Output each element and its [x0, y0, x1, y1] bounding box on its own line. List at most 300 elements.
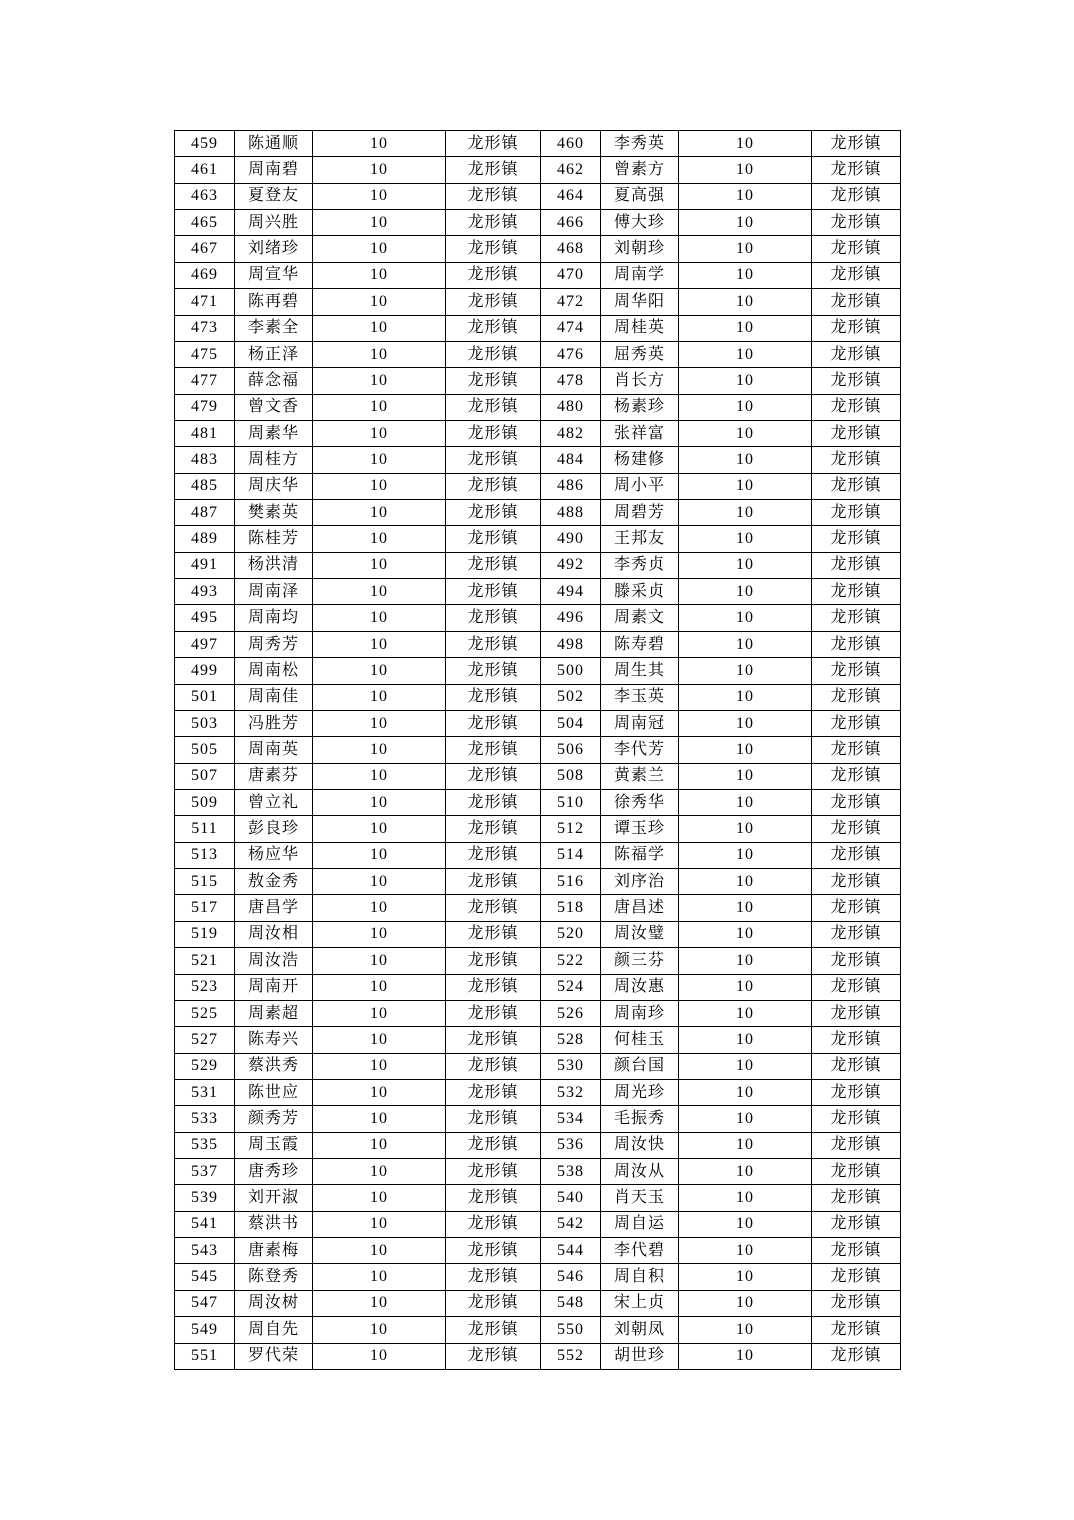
table-row	[175, 816, 901, 842]
amount-cell: 10	[679, 1264, 812, 1290]
name-cell: 周南学	[601, 262, 679, 288]
town-cell: 龙形镇	[812, 552, 901, 578]
index-cell: 539	[175, 1185, 235, 1211]
amount-cell: 10	[313, 447, 446, 473]
amount-cell: 10	[679, 210, 812, 236]
table-row	[175, 1159, 901, 1185]
index-cell: 532	[541, 1079, 601, 1105]
amount-cell: 10	[313, 183, 446, 209]
amount-cell: 10	[679, 789, 812, 815]
name-cell: 李秀贞	[601, 552, 679, 578]
amount-cell: 10	[313, 236, 446, 262]
amount-cell: 10	[313, 289, 446, 315]
name-cell: 刘朝凤	[601, 1317, 679, 1343]
index-cell: 507	[175, 763, 235, 789]
name-cell: 蔡洪书	[235, 1211, 313, 1237]
amount-cell: 10	[313, 789, 446, 815]
name-cell: 黄素兰	[601, 763, 679, 789]
name-cell: 周秀芳	[235, 631, 313, 657]
town-cell: 龙形镇	[446, 1238, 541, 1264]
amount-cell: 10	[679, 605, 812, 631]
index-cell: 536	[541, 1132, 601, 1158]
name-cell: 蔡洪秀	[235, 1053, 313, 1079]
town-cell: 龙形镇	[446, 447, 541, 473]
name-cell: 陈桂芳	[235, 526, 313, 552]
amount-cell: 10	[679, 368, 812, 394]
table-row	[175, 1132, 901, 1158]
town-cell: 龙形镇	[812, 262, 901, 288]
name-cell: 周桂方	[235, 447, 313, 473]
name-cell: 周南珍	[601, 1000, 679, 1026]
index-cell: 475	[175, 341, 235, 367]
name-cell: 陈世应	[235, 1079, 313, 1105]
amount-cell: 10	[313, 1132, 446, 1158]
amount-cell: 10	[313, 157, 446, 183]
town-cell: 龙形镇	[446, 368, 541, 394]
amount-cell: 10	[313, 1343, 446, 1369]
table-row	[175, 473, 901, 499]
index-cell: 523	[175, 974, 235, 1000]
index-cell: 501	[175, 684, 235, 710]
index-cell: 546	[541, 1264, 601, 1290]
town-cell: 龙形镇	[446, 1264, 541, 1290]
amount-cell: 10	[679, 552, 812, 578]
name-cell: 周汝快	[601, 1132, 679, 1158]
index-cell: 524	[541, 974, 601, 1000]
name-cell: 傅大珍	[601, 210, 679, 236]
amount-cell: 10	[679, 1106, 812, 1132]
index-cell: 508	[541, 763, 601, 789]
name-cell: 曾文香	[235, 394, 313, 420]
name-cell: 刘朝珍	[601, 236, 679, 262]
town-cell: 龙形镇	[446, 684, 541, 710]
index-cell: 469	[175, 262, 235, 288]
name-cell: 刘序治	[601, 869, 679, 895]
amount-cell: 10	[313, 1185, 446, 1211]
amount-cell: 10	[679, 1185, 812, 1211]
amount-cell: 10	[313, 1027, 446, 1053]
town-cell: 龙形镇	[446, 1132, 541, 1158]
name-cell: 颜秀芳	[235, 1106, 313, 1132]
name-cell: 杨应华	[235, 842, 313, 868]
town-cell: 龙形镇	[812, 1132, 901, 1158]
table-row	[175, 341, 901, 367]
name-cell: 周自先	[235, 1317, 313, 1343]
amount-cell: 10	[313, 473, 446, 499]
name-cell: 冯胜芳	[235, 710, 313, 736]
index-cell: 484	[541, 447, 601, 473]
amount-cell: 10	[313, 552, 446, 578]
town-cell: 龙形镇	[446, 737, 541, 763]
amount-cell: 10	[679, 262, 812, 288]
name-cell: 周汝相	[235, 921, 313, 947]
table-row	[175, 684, 901, 710]
index-cell: 497	[175, 631, 235, 657]
town-cell: 龙形镇	[812, 1106, 901, 1132]
amount-cell: 10	[679, 341, 812, 367]
name-cell: 曾立礼	[235, 789, 313, 815]
index-cell: 466	[541, 210, 601, 236]
amount-cell: 10	[313, 131, 446, 157]
town-cell: 龙形镇	[446, 183, 541, 209]
index-cell: 535	[175, 1132, 235, 1158]
index-cell: 510	[541, 789, 601, 815]
table-row	[175, 289, 901, 315]
town-cell: 龙形镇	[446, 1290, 541, 1316]
index-cell: 521	[175, 948, 235, 974]
index-cell: 511	[175, 816, 235, 842]
town-cell: 龙形镇	[812, 895, 901, 921]
amount-cell: 10	[679, 1000, 812, 1026]
town-cell: 龙形镇	[812, 500, 901, 526]
amount-cell: 10	[679, 1343, 812, 1369]
index-cell: 477	[175, 368, 235, 394]
name-cell: 陈福学	[601, 842, 679, 868]
index-cell: 470	[541, 262, 601, 288]
name-cell: 彭良珍	[235, 816, 313, 842]
town-cell: 龙形镇	[446, 816, 541, 842]
name-cell: 周桂英	[601, 315, 679, 341]
name-cell: 夏登友	[235, 183, 313, 209]
amount-cell: 10	[313, 710, 446, 736]
name-cell: 陈再碧	[235, 289, 313, 315]
index-cell: 515	[175, 869, 235, 895]
amount-cell: 10	[679, 816, 812, 842]
name-cell: 谭玉珍	[601, 816, 679, 842]
index-cell: 541	[175, 1211, 235, 1237]
index-cell: 504	[541, 710, 601, 736]
town-cell: 龙形镇	[446, 1211, 541, 1237]
amount-cell: 10	[679, 500, 812, 526]
amount-cell: 10	[679, 631, 812, 657]
amount-cell: 10	[679, 394, 812, 420]
index-cell: 545	[175, 1264, 235, 1290]
town-cell: 龙形镇	[812, 394, 901, 420]
index-cell: 550	[541, 1317, 601, 1343]
town-cell: 龙形镇	[446, 289, 541, 315]
name-cell: 陈登秀	[235, 1264, 313, 1290]
town-cell: 龙形镇	[446, 157, 541, 183]
town-cell: 龙形镇	[812, 368, 901, 394]
index-cell: 485	[175, 473, 235, 499]
town-cell: 龙形镇	[812, 1185, 901, 1211]
town-cell: 龙形镇	[446, 210, 541, 236]
amount-cell: 10	[313, 842, 446, 868]
amount-cell: 10	[313, 526, 446, 552]
town-cell: 龙形镇	[812, 579, 901, 605]
index-cell: 461	[175, 157, 235, 183]
table-row	[175, 658, 901, 684]
index-cell: 502	[541, 684, 601, 710]
index-cell: 487	[175, 500, 235, 526]
amount-cell: 10	[679, 289, 812, 315]
table-row	[175, 631, 901, 657]
amount-cell: 10	[679, 131, 812, 157]
name-cell: 周汝浩	[235, 948, 313, 974]
index-cell: 459	[175, 131, 235, 157]
amount-cell: 10	[313, 315, 446, 341]
town-cell: 龙形镇	[446, 1053, 541, 1079]
town-cell: 龙形镇	[446, 473, 541, 499]
index-cell: 534	[541, 1106, 601, 1132]
amount-cell: 10	[679, 1238, 812, 1264]
index-cell: 490	[541, 526, 601, 552]
index-cell: 517	[175, 895, 235, 921]
name-cell: 周宣华	[235, 262, 313, 288]
name-cell: 周玉霞	[235, 1132, 313, 1158]
town-cell: 龙形镇	[812, 210, 901, 236]
table-row	[175, 1238, 901, 1264]
town-cell: 龙形镇	[812, 1027, 901, 1053]
town-cell: 龙形镇	[812, 921, 901, 947]
town-cell: 龙形镇	[812, 473, 901, 499]
name-cell: 刘开淑	[235, 1185, 313, 1211]
table-row	[175, 368, 901, 394]
index-cell: 530	[541, 1053, 601, 1079]
table-row	[175, 737, 901, 763]
index-cell: 460	[541, 131, 601, 157]
name-cell: 陈寿兴	[235, 1027, 313, 1053]
amount-cell: 10	[679, 526, 812, 552]
index-cell: 548	[541, 1290, 601, 1316]
name-cell: 周汝从	[601, 1159, 679, 1185]
amount-cell: 10	[313, 1053, 446, 1079]
index-cell: 505	[175, 737, 235, 763]
table-row	[175, 210, 901, 236]
table-row	[175, 1106, 901, 1132]
town-cell: 龙形镇	[812, 658, 901, 684]
amount-cell: 10	[313, 948, 446, 974]
name-cell: 敖金秀	[235, 869, 313, 895]
amount-cell: 10	[313, 1211, 446, 1237]
amount-cell: 10	[679, 183, 812, 209]
name-cell: 陈通顺	[235, 131, 313, 157]
table-row	[175, 579, 901, 605]
name-cell: 杨建修	[601, 447, 679, 473]
name-cell: 周素华	[235, 420, 313, 446]
amount-cell: 10	[679, 447, 812, 473]
town-cell: 龙形镇	[446, 500, 541, 526]
index-cell: 537	[175, 1159, 235, 1185]
name-cell: 唐昌学	[235, 895, 313, 921]
name-cell: 周小平	[601, 473, 679, 499]
index-cell: 495	[175, 605, 235, 631]
amount-cell: 10	[679, 842, 812, 868]
index-cell: 483	[175, 447, 235, 473]
town-cell: 龙形镇	[812, 1000, 901, 1026]
name-cell: 周南佳	[235, 684, 313, 710]
index-cell: 542	[541, 1211, 601, 1237]
town-cell: 龙形镇	[812, 1343, 901, 1369]
name-cell: 唐素梅	[235, 1238, 313, 1264]
town-cell: 龙形镇	[446, 710, 541, 736]
town-cell: 龙形镇	[812, 1159, 901, 1185]
amount-cell: 10	[679, 473, 812, 499]
amount-cell: 10	[313, 684, 446, 710]
name-cell: 罗代荣	[235, 1343, 313, 1369]
index-cell: 498	[541, 631, 601, 657]
name-cell: 毛振秀	[601, 1106, 679, 1132]
name-cell: 曾素方	[601, 157, 679, 183]
name-cell: 周南均	[235, 605, 313, 631]
amount-cell: 10	[679, 658, 812, 684]
name-cell: 周南开	[235, 974, 313, 1000]
index-cell: 479	[175, 394, 235, 420]
town-cell: 龙形镇	[446, 842, 541, 868]
name-cell: 周自运	[601, 1211, 679, 1237]
name-cell: 周南泽	[235, 579, 313, 605]
town-cell: 龙形镇	[446, 948, 541, 974]
town-cell: 龙形镇	[812, 1211, 901, 1237]
index-cell: 494	[541, 579, 601, 605]
town-cell: 龙形镇	[812, 789, 901, 815]
index-cell: 533	[175, 1106, 235, 1132]
table-row	[175, 131, 901, 157]
amount-cell: 10	[313, 869, 446, 895]
town-cell: 龙形镇	[446, 658, 541, 684]
town-cell: 龙形镇	[812, 131, 901, 157]
index-cell: 467	[175, 236, 235, 262]
town-cell: 龙形镇	[812, 737, 901, 763]
town-cell: 龙形镇	[446, 1317, 541, 1343]
town-cell: 龙形镇	[446, 631, 541, 657]
amount-cell: 10	[679, 579, 812, 605]
amount-cell: 10	[313, 1106, 446, 1132]
table-row	[175, 1211, 901, 1237]
table-row	[175, 183, 901, 209]
town-cell: 龙形镇	[812, 447, 901, 473]
town-cell: 龙形镇	[812, 236, 901, 262]
town-cell: 龙形镇	[812, 869, 901, 895]
town-cell: 龙形镇	[446, 1000, 541, 1026]
name-cell: 周汝璧	[601, 921, 679, 947]
index-cell: 472	[541, 289, 601, 315]
name-cell: 杨洪清	[235, 552, 313, 578]
name-cell: 李秀英	[601, 131, 679, 157]
beneficiary-roster-table	[174, 130, 901, 1370]
table-row	[175, 500, 901, 526]
table-row	[175, 447, 901, 473]
town-cell: 龙形镇	[812, 631, 901, 657]
amount-cell: 10	[679, 157, 812, 183]
town-cell: 龙形镇	[446, 236, 541, 262]
name-cell: 周汝惠	[601, 974, 679, 1000]
name-cell: 陈寿碧	[601, 631, 679, 657]
index-cell: 543	[175, 1238, 235, 1264]
town-cell: 龙形镇	[812, 948, 901, 974]
amount-cell: 10	[679, 236, 812, 262]
index-cell: 481	[175, 420, 235, 446]
name-cell: 滕采贞	[601, 579, 679, 605]
town-cell: 龙形镇	[812, 1238, 901, 1264]
town-cell: 龙形镇	[812, 157, 901, 183]
town-cell: 龙形镇	[446, 1343, 541, 1369]
amount-cell: 10	[679, 895, 812, 921]
index-cell: 506	[541, 737, 601, 763]
index-cell: 509	[175, 789, 235, 815]
index-cell: 519	[175, 921, 235, 947]
index-cell: 488	[541, 500, 601, 526]
name-cell: 屈秀英	[601, 341, 679, 367]
table-row	[175, 789, 901, 815]
table-row	[175, 420, 901, 446]
name-cell: 肖天玉	[601, 1185, 679, 1211]
amount-cell: 10	[313, 262, 446, 288]
town-cell: 龙形镇	[446, 1159, 541, 1185]
amount-cell: 10	[313, 816, 446, 842]
town-cell: 龙形镇	[446, 974, 541, 1000]
town-cell: 龙形镇	[812, 816, 901, 842]
amount-cell: 10	[679, 921, 812, 947]
name-cell: 肖长方	[601, 368, 679, 394]
amount-cell: 10	[313, 1290, 446, 1316]
name-cell: 李素全	[235, 315, 313, 341]
name-cell: 唐昌述	[601, 895, 679, 921]
name-cell: 李代芳	[601, 737, 679, 763]
amount-cell: 10	[679, 974, 812, 1000]
index-cell: 464	[541, 183, 601, 209]
name-cell: 周南碧	[235, 157, 313, 183]
name-cell: 周南冠	[601, 710, 679, 736]
town-cell: 龙形镇	[446, 605, 541, 631]
amount-cell: 10	[313, 368, 446, 394]
name-cell: 周素超	[235, 1000, 313, 1026]
index-cell: 526	[541, 1000, 601, 1026]
amount-cell: 10	[679, 737, 812, 763]
index-cell: 538	[541, 1159, 601, 1185]
table-row	[175, 895, 901, 921]
town-cell: 龙形镇	[812, 1290, 901, 1316]
index-cell: 529	[175, 1053, 235, 1079]
name-cell: 夏高强	[601, 183, 679, 209]
town-cell: 龙形镇	[812, 1317, 901, 1343]
amount-cell: 10	[679, 315, 812, 341]
table-row	[175, 1317, 901, 1343]
index-cell: 463	[175, 183, 235, 209]
name-cell: 樊素英	[235, 500, 313, 526]
name-cell: 何桂玉	[601, 1027, 679, 1053]
name-cell: 唐素芬	[235, 763, 313, 789]
name-cell: 张祥富	[601, 420, 679, 446]
amount-cell: 10	[313, 1238, 446, 1264]
name-cell: 颜台国	[601, 1053, 679, 1079]
name-cell: 周南英	[235, 737, 313, 763]
amount-cell: 10	[313, 210, 446, 236]
amount-cell: 10	[679, 763, 812, 789]
table-row	[175, 710, 901, 736]
amount-cell: 10	[313, 763, 446, 789]
amount-cell: 10	[313, 1317, 446, 1343]
table-row	[175, 157, 901, 183]
amount-cell: 10	[313, 1079, 446, 1105]
table-row	[175, 605, 901, 631]
index-cell: 499	[175, 658, 235, 684]
index-cell: 549	[175, 1317, 235, 1343]
name-cell: 唐秀珍	[235, 1159, 313, 1185]
town-cell: 龙形镇	[446, 394, 541, 420]
index-cell: 551	[175, 1343, 235, 1369]
table-row	[175, 1185, 901, 1211]
name-cell: 周南松	[235, 658, 313, 684]
amount-cell: 10	[679, 1132, 812, 1158]
index-cell: 465	[175, 210, 235, 236]
amount-cell: 10	[313, 579, 446, 605]
table-row	[175, 1027, 901, 1053]
town-cell: 龙形镇	[812, 605, 901, 631]
name-cell: 周碧芳	[601, 500, 679, 526]
table-row	[175, 394, 901, 420]
amount-cell: 10	[313, 631, 446, 657]
